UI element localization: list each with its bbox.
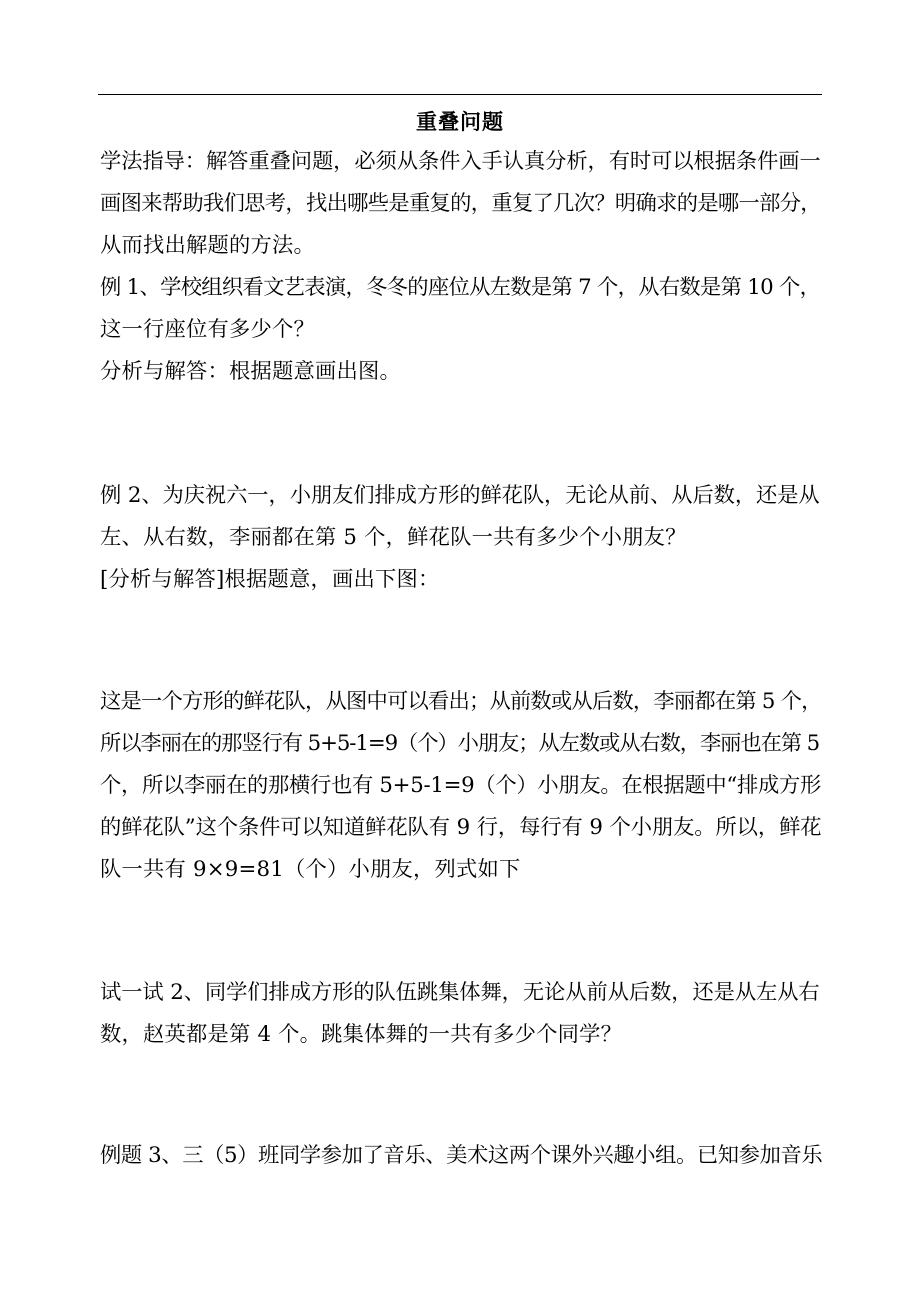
- study-guide-paragraph: [100, 141, 822, 267]
- example-2-paragraph: [100, 475, 822, 559]
- example-2-analysis-line: [分析与解答]根据题意，画出下图：: [100, 567, 440, 592]
- example-2-line: 左、从右数，李丽都在第 5 个，鲜花队一共有多少个小朋友？: [100, 525, 687, 550]
- example-1-paragraph: [100, 267, 822, 351]
- header-rule: [98, 94, 822, 95]
- example-2-line: 例 2、为庆祝六一，小朋友们排成方形的鲜花队，无论从前、从后数，还是从: [100, 483, 820, 508]
- page-title: 重叠问题: [416, 109, 504, 134]
- example-1-analysis: [100, 351, 822, 393]
- example-1-line: 这一行座位有多少个？: [100, 317, 315, 342]
- try-2-line: 数，赵英都是第 4 个。跳集体舞的一共有多少个同学？: [100, 1022, 623, 1047]
- example-1-line: 例 1、学校组织看文艺表演，冬冬的座位从左数是第 7 个，从右数是第 10 个，: [100, 275, 821, 300]
- example-2-explanation-line: 所以李丽在的那竖行有 5+5-1=9（个）小朋友；从左数或从右数，李丽也在第 5: [100, 731, 820, 756]
- example-2-explanation-line: 这是一个方形的鲜花队，从图中可以看出；从前数或从后数，李丽都在第 5 个，: [100, 689, 822, 714]
- try-2-line: 试一试 2、同学们排成方形的队伍跳集体舞，无论从前从后数，还是从左从右: [100, 980, 820, 1005]
- study-guide-line: 从而找出解题的方法。: [100, 233, 315, 258]
- example-3-line: 例题 3、三（5）班同学参加了音乐、美术这两个课外兴趣小组。已知参加音乐: [100, 1143, 823, 1168]
- study-guide-line: 学法指导：解答重叠问题，必须从条件入手认真分析，有时可以根据条件画一: [100, 149, 821, 174]
- example-2-analysis: [100, 559, 822, 601]
- example-2-explanation-line: 个，所以李丽在的那横行也有 5+5-1=9（个）小朋友。在根据题中“排成方形: [100, 773, 821, 798]
- example-3-paragraph: [100, 1135, 822, 1177]
- example-2-explanation-line: 的鲜花队”这个条件可以知道鲜花队有 9 行，每行有 9 个小朋友。所以，鲜花: [100, 815, 822, 840]
- example-2-explanation-line: 队一共有 9×9=81（个）小朋友，列式如下: [100, 857, 521, 882]
- study-guide-line: 画图来帮助我们思考，找出哪些是重复的，重复了几次？明确求的是哪一部分，: [100, 191, 821, 216]
- example-1-analysis-line: 分析与解答：根据题意画出图。: [100, 359, 401, 384]
- example-2-explanation: [100, 681, 822, 891]
- try-2-paragraph: [100, 972, 822, 1056]
